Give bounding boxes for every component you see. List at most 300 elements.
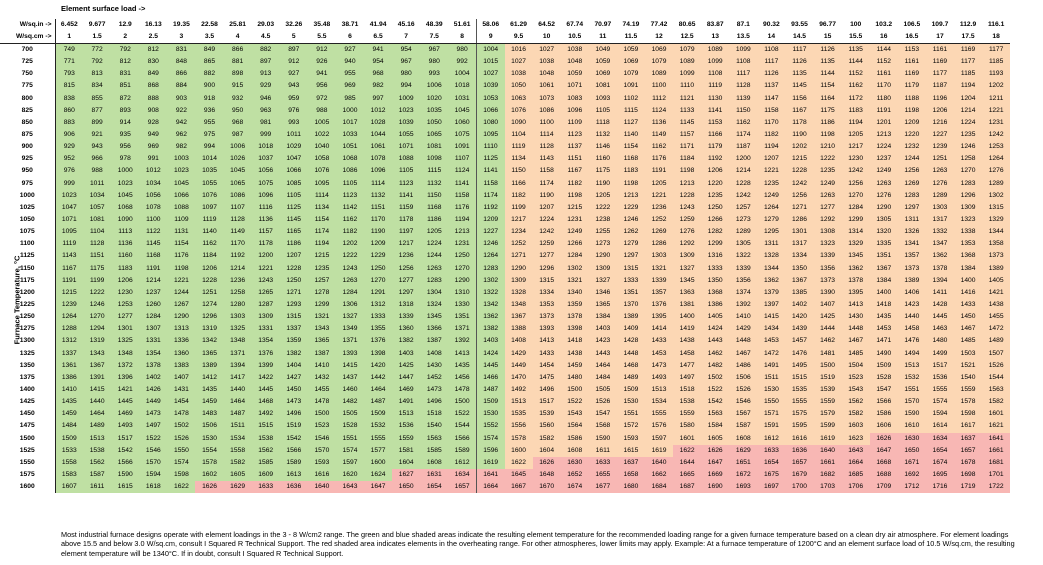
- header-cell: 41.94: [369, 21, 387, 29]
- element-temp-cell: 1174: [476, 190, 504, 202]
- element-temp-cell: 1337: [55, 348, 83, 360]
- element-temp-cell: 1023: [392, 105, 420, 117]
- element-temp-cell: 1618: [139, 481, 167, 493]
- element-temp-cell: 1088: [392, 153, 420, 165]
- element-temp-cell: 1180: [870, 93, 898, 105]
- element-temp-cell: 1100: [139, 214, 167, 226]
- element-temp-cell: 1026: [224, 153, 252, 165]
- element-temp-cell: 1615: [617, 445, 645, 457]
- element-temp-cell: 1179: [701, 141, 729, 153]
- header-cell: 14.5: [785, 31, 813, 44]
- table-row: [0, 117, 1010, 129]
- element-temp-cell: 908: [139, 105, 167, 117]
- element-temp-cell: 1309: [505, 275, 533, 287]
- element-temp-cell: 1559: [673, 408, 701, 420]
- table-row: [0, 481, 1010, 493]
- element-temp-cell: 1045: [448, 105, 476, 117]
- element-temp-cell: 999: [252, 129, 280, 141]
- element-temp-cell: 1575: [785, 408, 813, 420]
- header-cell: 18: [982, 31, 1010, 44]
- element-temp-cell: 1415: [336, 360, 364, 372]
- element-temp-cell: 1445: [252, 384, 280, 396]
- element-temp-cell: 1147: [757, 93, 785, 105]
- element-temp-cell: 1566: [870, 396, 898, 408]
- furnace-temp-cell: 1125: [0, 250, 55, 262]
- element-temp-cell: 1252: [645, 214, 673, 226]
- element-temp-cell: 1395: [645, 311, 673, 323]
- element-temp-cell: 1145: [139, 238, 167, 250]
- element-temp-cell: 929: [252, 80, 280, 92]
- element-temp-cell: 1114: [533, 129, 561, 141]
- element-temp-cell: 1486: [729, 360, 757, 372]
- element-temp-cell: 1251: [195, 287, 223, 299]
- element-temp-cell: 988: [308, 105, 336, 117]
- element-temp-cell: 1491: [757, 360, 785, 372]
- element-temp-cell: 1350: [701, 275, 729, 287]
- header-cell: 17: [926, 31, 954, 44]
- element-temp-cell: 1574: [336, 445, 364, 457]
- element-temp-cell: 1296: [954, 190, 982, 202]
- element-temp-cell: 1220: [701, 178, 729, 190]
- element-temp-cell: 1396: [111, 372, 139, 384]
- element-temp-cell: 1371: [224, 348, 252, 360]
- element-temp-cell: 1526: [589, 396, 617, 408]
- furnace-temp-cell: 800: [0, 93, 55, 105]
- header-cell: 100: [850, 21, 862, 29]
- element-temp-cell: 1328: [757, 250, 785, 262]
- element-temp-cell: 1596: [476, 445, 504, 457]
- element-temp-cell: 1037: [252, 153, 280, 165]
- element-temp-cell: 1051: [336, 141, 364, 153]
- table-row: [0, 214, 1010, 226]
- element-temp-cell: 1684: [645, 481, 673, 493]
- element-temp-cell: 1162: [729, 117, 757, 129]
- element-temp-cell: 1589: [280, 457, 308, 469]
- element-temp-cell: 1600: [505, 445, 533, 457]
- element-temp-cell: 1104: [83, 226, 111, 238]
- element-temp-cell: 1477: [673, 360, 701, 372]
- element-temp-cell: 1207: [280, 250, 308, 262]
- element-temp-cell: 1107: [448, 153, 476, 165]
- element-temp-cell: 1600: [364, 457, 392, 469]
- element-temp-cell: 1513: [645, 384, 673, 396]
- element-temp-cell: 1076: [505, 105, 533, 117]
- header-cell: 90.32: [763, 21, 780, 29]
- element-temp-cell: 1246: [617, 214, 645, 226]
- element-temp-cell: 1221: [757, 165, 785, 177]
- element-temp-cell: 1069: [589, 68, 617, 80]
- element-temp-cell: 1640: [308, 481, 336, 493]
- header-cell: 7: [392, 31, 420, 44]
- element-temp-cell: 1419: [673, 323, 701, 335]
- element-temp-cell: 1295: [757, 226, 785, 238]
- element-temp-cell: 865: [195, 56, 223, 68]
- element-temp-cell: 1085: [280, 178, 308, 190]
- element-temp-cell: 967: [420, 44, 448, 57]
- element-temp-cell: 1413: [533, 335, 561, 347]
- furnace-temp-cell: 1275: [0, 323, 55, 335]
- element-temp-cell: 1143: [55, 250, 83, 262]
- element-temp-cell: 1559: [392, 433, 420, 445]
- element-temp-cell: 1221: [982, 105, 1010, 117]
- element-temp-cell: 1029: [280, 141, 308, 153]
- element-temp-cell: 1000: [111, 165, 139, 177]
- element-temp-cell: 1400: [673, 311, 701, 323]
- element-temp-cell: 1484: [55, 420, 83, 432]
- element-temp-cell: 1154: [617, 141, 645, 153]
- element-temp-cell: 888: [139, 93, 167, 105]
- element-temp-cell: 943: [280, 80, 308, 92]
- element-temp-cell: 1420: [364, 360, 392, 372]
- element-temp-cell: 1626: [533, 457, 561, 469]
- element-temp-cell: 1297: [898, 202, 926, 214]
- element-temp-cell: 1423: [589, 335, 617, 347]
- element-temp-cell: 1262: [617, 226, 645, 238]
- element-temp-cell: 1059: [589, 56, 617, 68]
- element-temp-cell: 1570: [308, 445, 336, 457]
- element-temp-cell: 980: [392, 68, 420, 80]
- element-temp-cell: 1110: [673, 80, 701, 92]
- element-temp-cell: 1511: [224, 420, 252, 432]
- element-temp-cell: 1562: [83, 457, 111, 469]
- element-temp-cell: 1230: [842, 153, 870, 165]
- element-temp-cell: 1403: [589, 323, 617, 335]
- element-temp-cell: 1492: [505, 384, 533, 396]
- element-temp-cell: 1654: [420, 481, 448, 493]
- element-temp-cell: 1362: [476, 311, 504, 323]
- element-temp-cell: 1045: [167, 178, 195, 190]
- element-temp-cell: 1263: [420, 263, 448, 275]
- element-temp-cell: 1299: [308, 299, 336, 311]
- element-temp-cell: 1228: [729, 178, 757, 190]
- element-temp-cell: 1429: [505, 348, 533, 360]
- element-temp-cell: 1027: [476, 68, 504, 80]
- element-temp-cell: 1301: [785, 226, 813, 238]
- element-temp-cell: 1670: [533, 481, 561, 493]
- element-temp-cell: 1562: [842, 396, 870, 408]
- element-temp-cell: 1309: [954, 202, 982, 214]
- table-row: [0, 323, 1010, 335]
- element-temp-cell: 1574: [476, 433, 504, 445]
- element-temp-cell: 1425: [814, 311, 842, 323]
- element-temp-cell: 1239: [926, 141, 954, 153]
- element-temp-cell: 1719: [954, 481, 982, 493]
- element-temp-cell: 1141: [392, 190, 420, 202]
- element-temp-cell: 866: [224, 44, 252, 57]
- element-temp-cell: 1551: [336, 433, 364, 445]
- element-temp-cell: 1439: [785, 323, 813, 335]
- element-temp-cell: 1331: [139, 335, 167, 347]
- table-row: [0, 68, 1010, 80]
- table-row: [0, 311, 1010, 323]
- element-temp-cell: 1038: [533, 56, 561, 68]
- element-temp-cell: 1657: [954, 445, 982, 457]
- element-temp-cell: 1539: [533, 408, 561, 420]
- element-temp-cell: 1492: [252, 408, 280, 420]
- footnote: Most industrial furnace designs operate with element loadings in the 3 - 8 W/cm2 range. The green and blue shaded areas indicate the resulting element temperature for the recommended loading range for a given furnace temperature based on a clean dry air atmosphere. For element loadings above 15.5 and below 3.0 W/sq.cm, consult I Squared R Technical Support. The red shaded area indicates elements in the overheating range. For other atmospheres, lower limits may apply. Example: At a furnace temperature of 1200°C and an element surface load of 10.5 W/sq.cm, the resulting element temperature will be 1340°C. If in doubt, consult I Squared R Technical Support.: [61, 530, 1015, 558]
- element-temp-cell: 1126: [785, 56, 813, 68]
- element-temp-cell: 1458: [898, 323, 926, 335]
- element-temp-cell: 1348: [505, 299, 533, 311]
- element-temp-cell: 1183: [617, 165, 645, 177]
- element-temp-cell: 1105: [589, 105, 617, 117]
- element-temp-cell: 1080: [476, 117, 504, 129]
- element-temp-cell: 1075: [448, 129, 476, 141]
- element-temp-cell: 1339: [729, 263, 757, 275]
- element-temp-cell: 1229: [617, 202, 645, 214]
- table-row: [0, 457, 1010, 469]
- element-temp-cell: 1105: [392, 165, 420, 177]
- element-temp-cell: 1576: [645, 420, 673, 432]
- element-temp-cell: 1449: [139, 396, 167, 408]
- element-temp-cell: 1407: [814, 299, 842, 311]
- element-temp-cell: 1125: [476, 153, 504, 165]
- element-temp-cell: 1438: [982, 299, 1010, 311]
- element-temp-cell: 1371: [336, 335, 364, 347]
- element-temp-cell: 1137: [757, 80, 785, 92]
- furnace-temp-cell: 1375: [0, 372, 55, 384]
- element-temp-cell: 1690: [701, 481, 729, 493]
- header-row-w-per-sq-in: [0, 19, 1010, 31]
- element-temp-cell: 1499: [926, 348, 954, 360]
- element-temp-cell: 1242: [785, 178, 813, 190]
- element-temp-cell: 1608: [420, 457, 448, 469]
- element-temp-cell: 900: [195, 80, 223, 92]
- element-temp-cell: 1211: [982, 93, 1010, 105]
- element-temp-cell: 1403: [476, 335, 504, 347]
- element-temp-cell: 1633: [252, 481, 280, 493]
- element-temp-cell: 1165: [280, 226, 308, 238]
- element-temp-cell: 1250: [280, 275, 308, 287]
- element-temp-cell: 1215: [55, 287, 83, 299]
- element-temp-cell: 1033: [336, 129, 364, 141]
- header-cell: 7.5: [420, 31, 448, 44]
- element-temp-cell: 1417: [224, 372, 252, 384]
- element-temp-cell: 1144: [842, 56, 870, 68]
- element-temp-cell: 1449: [505, 360, 533, 372]
- element-temp-cell: 1236: [392, 250, 420, 262]
- element-temp-cell: 1384: [954, 263, 982, 275]
- element-temp-cell: 1302: [561, 263, 589, 275]
- header-cell: 16: [870, 31, 898, 44]
- element-temp-cell: 1359: [280, 335, 308, 347]
- element-temp-cell: 1360: [167, 348, 195, 360]
- element-temp-cell: 1123: [336, 190, 364, 202]
- element-temp-cell: 1162: [336, 214, 364, 226]
- element-temp-cell: 1482: [336, 396, 364, 408]
- header-cell: 4.5: [252, 31, 280, 44]
- element-temp-cell: 1047: [55, 202, 83, 214]
- element-temp-cell: 980: [448, 44, 476, 57]
- element-temp-cell: 1034: [83, 190, 111, 202]
- element-temp-cell: 1467: [842, 335, 870, 347]
- element-temp-cell: 849: [139, 68, 167, 80]
- element-temp-cell: 1097: [195, 202, 223, 214]
- element-temp-cell: 1276: [926, 178, 954, 190]
- element-temp-cell: 1143: [533, 153, 561, 165]
- element-temp-cell: 1333: [701, 263, 729, 275]
- element-temp-cell: 1194: [842, 117, 870, 129]
- element-temp-cell: 815: [55, 80, 83, 92]
- element-temp-cell: 1535: [785, 384, 813, 396]
- element-temp-cell: 1591: [757, 420, 785, 432]
- element-temp-cell: 1513: [505, 396, 533, 408]
- element-temp-cell: 1198: [617, 178, 645, 190]
- element-temp-cell: 1055: [195, 178, 223, 190]
- element-temp-cell: 1160: [111, 250, 139, 262]
- element-temp-cell: 1073: [533, 93, 561, 105]
- furnace-temp-cell: 1550: [0, 457, 55, 469]
- element-temp-cell: 928: [139, 117, 167, 129]
- element-temp-cell: 1654: [926, 445, 954, 457]
- element-temp-cell: 1421: [111, 384, 139, 396]
- element-temp-cell: 1162: [842, 80, 870, 92]
- element-temp-cell: 1125: [280, 202, 308, 214]
- element-temp-cell: 1357: [898, 250, 926, 262]
- element-temp-cell: 1071: [392, 141, 420, 153]
- element-temp-cell: 1342: [195, 335, 223, 347]
- element-temp-cell: 987: [224, 129, 252, 141]
- element-temp-cell: 1091: [617, 80, 645, 92]
- element-temp-cell: 1502: [701, 372, 729, 384]
- element-temp-cell: 1139: [729, 93, 757, 105]
- element-temp-cell: 1229: [364, 250, 392, 262]
- element-temp-cell: 1096: [252, 190, 280, 202]
- element-temp-cell: 1481: [814, 348, 842, 360]
- element-temp-cell: 1480: [926, 335, 954, 347]
- element-temp-cell: 1321: [561, 275, 589, 287]
- element-temp-cell: 1185: [982, 56, 1010, 68]
- element-temp-cell: 1542: [111, 445, 139, 457]
- furnace-temp-cell: 1525: [0, 445, 55, 457]
- element-temp-cell: 1429: [729, 323, 757, 335]
- element-temp-cell: 1214: [729, 165, 757, 177]
- element-temp-cell: 1624: [364, 469, 392, 481]
- element-temp-cell: 1249: [561, 226, 589, 238]
- element-temp-cell: 1291: [364, 287, 392, 299]
- element-temp-cell: 1376: [645, 299, 673, 311]
- element-temp-cell: 1168: [617, 153, 645, 165]
- element-temp-cell: 1209: [364, 238, 392, 250]
- element-temp-cell: 1647: [364, 481, 392, 493]
- element-temp-cell: 1149: [645, 129, 673, 141]
- element-temp-cell: 1612: [448, 457, 476, 469]
- element-temp-cell: 1567: [729, 408, 757, 420]
- element-temp-cell: 1136: [252, 214, 280, 226]
- element-temp-cell: 1394: [224, 360, 252, 372]
- element-temp-cell: 936: [195, 105, 223, 117]
- element-temp-cell: 1578: [505, 433, 533, 445]
- element-temp-cell: 1151: [561, 153, 589, 165]
- element-temp-cell: 1453: [645, 348, 673, 360]
- element-temp-cell: 1360: [392, 323, 420, 335]
- element-temp-cell: 1191: [55, 275, 83, 287]
- element-temp-cell: 1269: [645, 226, 673, 238]
- element-temp-cell: 831: [167, 44, 195, 57]
- element-temp-cell: 1196: [926, 93, 954, 105]
- element-temp-cell: 1378: [926, 263, 954, 275]
- element-temp-cell: 1198: [561, 190, 589, 202]
- element-temp-cell: 1655: [589, 469, 617, 481]
- element-temp-cell: 1472: [757, 348, 785, 360]
- element-temp-cell: 1011: [83, 178, 111, 190]
- element-temp-cell: 1682: [814, 469, 842, 481]
- header-cell: 9: [476, 31, 504, 44]
- element-temp-cell: 1617: [954, 420, 982, 432]
- element-temp-cell: 1695: [926, 469, 954, 481]
- element-temp-cell: 1190: [364, 226, 392, 238]
- element-temp-cell: 1622: [167, 481, 195, 493]
- element-temp-cell: 848: [167, 56, 195, 68]
- furnace-temp-cell: 1200: [0, 287, 55, 299]
- element-temp-cell: 1394: [926, 275, 954, 287]
- element-temp-cell: 1081: [83, 214, 111, 226]
- element-temp-cell: 1175: [589, 165, 617, 177]
- element-temp-cell: 1266: [701, 214, 729, 226]
- element-temp-cell: 1460: [336, 384, 364, 396]
- element-temp-cell: 1607: [55, 481, 83, 493]
- element-temp-cell: 1650: [898, 445, 926, 457]
- element-temp-cell: 1487: [364, 396, 392, 408]
- element-temp-cell: 1433: [645, 335, 673, 347]
- element-temp-cell: 1503: [954, 348, 982, 360]
- element-temp-cell: 1552: [476, 420, 504, 432]
- element-temp-cell: 1076: [195, 190, 223, 202]
- element-temp-cell: 1345: [842, 250, 870, 262]
- element-temp-cell: 1353: [533, 299, 561, 311]
- element-temp-cell: 1222: [589, 202, 617, 214]
- element-temp-cell: 1205: [420, 226, 448, 238]
- element-temp-cell: 1266: [561, 238, 589, 250]
- element-temp-cell: 1194: [954, 80, 982, 92]
- element-temp-cell: 1086: [336, 165, 364, 177]
- element-temp-cell: 1523: [308, 420, 336, 432]
- element-temp-cell: 1333: [364, 311, 392, 323]
- element-temp-cell: 1344: [757, 263, 785, 275]
- element-temp-cell: 897: [252, 56, 280, 68]
- element-temp-cell: 1273: [729, 214, 757, 226]
- element-temp-cell: 1507: [982, 348, 1010, 360]
- element-temp-cell: 1627: [392, 469, 420, 481]
- element-temp-cell: 1387: [420, 335, 448, 347]
- element-temp-cell: 1221: [167, 275, 195, 287]
- element-temp-cell: 943: [83, 141, 111, 153]
- element-temp-cell: 1376: [252, 348, 280, 360]
- element-temp-cell: 1224: [420, 238, 448, 250]
- element-temp-cell: 1289: [729, 226, 757, 238]
- element-temp-cell: 1440: [898, 311, 926, 323]
- element-temp-cell: 1198: [167, 263, 195, 275]
- element-temp-cell: 1116: [252, 202, 280, 214]
- element-temp-cell: 1109: [561, 117, 589, 129]
- element-temp-cell: 1209: [898, 117, 926, 129]
- element-temp-cell: 1277: [392, 275, 420, 287]
- element-temp-cell: 1580: [673, 420, 701, 432]
- element-temp-cell: 1301: [111, 323, 139, 335]
- element-temp-cell: 1448: [729, 335, 757, 347]
- header-cell: 12.5: [673, 31, 701, 44]
- element-temp-cell: 1128: [224, 214, 252, 226]
- element-temp-cell: 1263: [870, 178, 898, 190]
- element-temp-cell: 1546: [308, 433, 336, 445]
- element-temp-cell: 1672: [729, 469, 757, 481]
- element-temp-cell: 1115: [420, 165, 448, 177]
- element-temp-cell: 1399: [252, 360, 280, 372]
- element-temp-cell: 1305: [729, 238, 757, 250]
- element-temp-cell: 1378: [561, 311, 589, 323]
- element-temp-cell: 918: [195, 93, 223, 105]
- element-temp-cell: 1005: [308, 117, 336, 129]
